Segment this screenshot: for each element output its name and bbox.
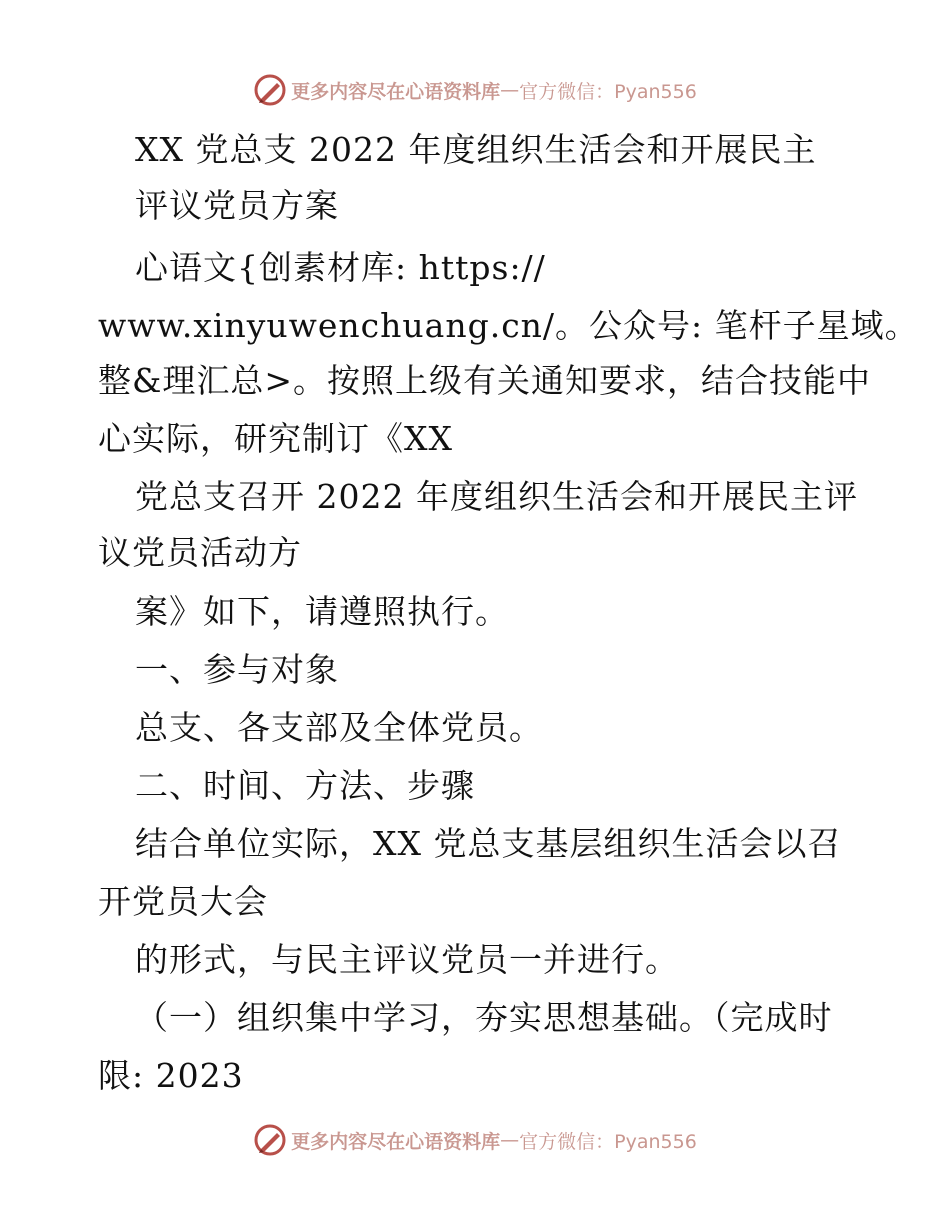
doc-line: 结合单位实际，XX 党总支基层组织生活会以召 <box>135 824 842 863</box>
doc-line: 总支、各支部及全体党员。 <box>135 708 543 747</box>
doc-line: 二、时间、方法、步骤 <box>135 766 475 805</box>
doc-line: XX 党总支 2022 年度组织生活会和开展民主 <box>135 130 817 169</box>
watermark-separator: — <box>500 1129 520 1151</box>
doc-line: 整&理汇总>。按照上级有关通知要求，结合技能中 <box>98 361 872 400</box>
doc-line: 议党员活动方 <box>98 533 302 572</box>
watermark-wechat-text: 官方微信：Pyan556 <box>519 1130 697 1153</box>
doc-line: 心语文{创素材库: https:// <box>135 248 546 287</box>
watermark-wechat-text: 官方微信：Pyan556 <box>519 80 697 103</box>
watermark-separator: — <box>500 79 520 101</box>
pen-logo-icon <box>253 73 287 107</box>
doc-line: 一、参与对象 <box>135 650 339 689</box>
watermark-main-text: 更多内容尽在心语资料库 <box>291 1130 501 1153</box>
doc-line: 党总支召开 2022 年度组织生活会和开展民主评 <box>135 477 858 516</box>
doc-line: www.xinyuwenchuang.cn/。公众号: 笔杆子星域。 <box>98 306 919 345</box>
doc-line: 限: 2023 <box>98 1056 244 1095</box>
doc-line: 心实际，研究制订《XX <box>98 419 453 458</box>
doc-line: （一）组织集中学习，夯实思想基础。（完成时 <box>135 998 833 1037</box>
header-watermark <box>0 70 950 110</box>
doc-line: 开党员大会 <box>98 882 268 921</box>
doc-line: 案》如下，请遵照执行。 <box>135 592 509 631</box>
doc-line: 评议党员方案 <box>135 186 339 225</box>
watermark-main-text: 更多内容尽在心语资料库 <box>291 80 501 103</box>
pen-logo-icon <box>253 1123 287 1157</box>
doc-line: 的形式，与民主评议党员一并进行。 <box>135 940 679 979</box>
footer-watermark <box>0 1120 950 1160</box>
